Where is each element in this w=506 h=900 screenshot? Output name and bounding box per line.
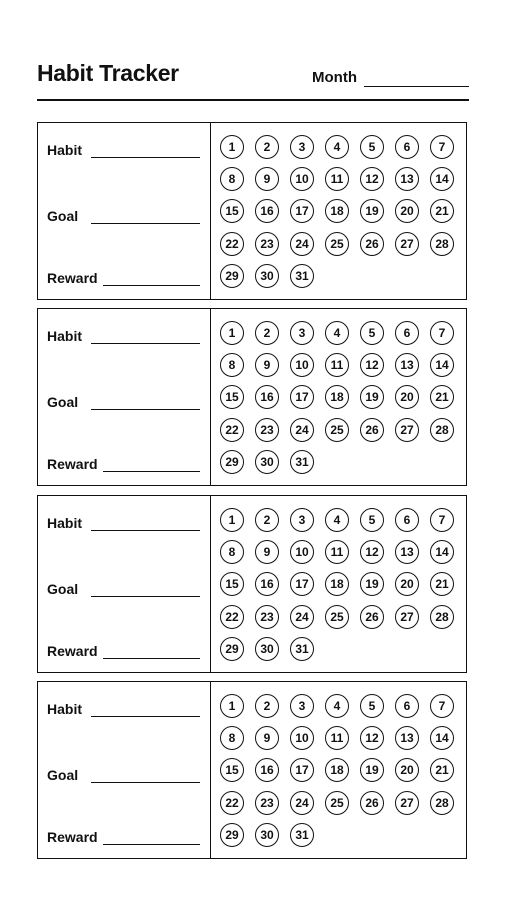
day-circle[interactable]: 6 bbox=[395, 508, 419, 532]
habit-card-fields bbox=[38, 309, 211, 485]
reward-write-line[interactable] bbox=[103, 658, 200, 659]
day-circle[interactable]: 25 bbox=[325, 791, 349, 815]
day-circle[interactable]: 2 bbox=[255, 321, 279, 345]
day-circle[interactable]: 17 bbox=[290, 199, 314, 223]
day-circle[interactable]: 26 bbox=[360, 791, 384, 815]
day-circle[interactable]: 17 bbox=[290, 385, 314, 409]
day-circle[interactable]: 14 bbox=[430, 540, 454, 564]
day-circle[interactable]: 20 bbox=[395, 758, 419, 782]
day-circle[interactable]: 24 bbox=[290, 605, 314, 629]
day-circle[interactable]: 20 bbox=[395, 385, 419, 409]
habit-card bbox=[37, 122, 467, 300]
day-circle[interactable]: 2 bbox=[255, 135, 279, 159]
day-circle[interactable]: 12 bbox=[360, 167, 384, 191]
day-circle[interactable]: 6 bbox=[395, 694, 419, 718]
day-circle[interactable]: 28 bbox=[430, 418, 454, 442]
goal-label: Goal bbox=[47, 394, 79, 410]
day-circle[interactable]: 30 bbox=[255, 637, 279, 661]
day-circle[interactable]: 19 bbox=[360, 199, 384, 223]
habit-write-line[interactable] bbox=[91, 716, 200, 717]
day-circle[interactable]: 29 bbox=[220, 823, 244, 847]
day-circle[interactable]: 30 bbox=[255, 823, 279, 847]
day-circle[interactable]: 10 bbox=[290, 726, 314, 750]
day-circle[interactable]: 4 bbox=[325, 508, 349, 532]
day-circle[interactable]: 24 bbox=[290, 791, 314, 815]
day-circle[interactable]: 17 bbox=[290, 572, 314, 596]
day-circle[interactable]: 9 bbox=[255, 167, 279, 191]
day-circle[interactable]: 15 bbox=[220, 572, 244, 596]
day-circle[interactable]: 6 bbox=[395, 321, 419, 345]
day-grid bbox=[220, 694, 460, 854]
reward-write-line[interactable] bbox=[103, 844, 200, 845]
day-circle[interactable]: 28 bbox=[430, 605, 454, 629]
day-circle[interactable]: 7 bbox=[430, 694, 454, 718]
day-circle[interactable]: 16 bbox=[255, 758, 279, 782]
reward-label: Reward bbox=[47, 456, 98, 472]
day-circle[interactable]: 1 bbox=[220, 694, 244, 718]
day-circle[interactable]: 9 bbox=[255, 540, 279, 564]
day-circle[interactable]: 7 bbox=[430, 508, 454, 532]
day-circle[interactable]: 4 bbox=[325, 321, 349, 345]
day-circle[interactable]: 16 bbox=[255, 572, 279, 596]
habit-card-fields bbox=[38, 496, 211, 672]
day-circle[interactable]: 13 bbox=[395, 726, 419, 750]
day-circle[interactable]: 2 bbox=[255, 694, 279, 718]
day-circle[interactable]: 13 bbox=[395, 353, 419, 377]
day-circle[interactable]: 26 bbox=[360, 232, 384, 256]
goal-label: Goal bbox=[47, 581, 79, 597]
day-circle[interactable]: 23 bbox=[255, 232, 279, 256]
day-circle[interactable]: 30 bbox=[255, 450, 279, 474]
day-circle[interactable]: 25 bbox=[325, 418, 349, 442]
day-circle[interactable]: 11 bbox=[325, 726, 349, 750]
habit-label: Habit bbox=[47, 328, 82, 344]
day-circle[interactable]: 9 bbox=[255, 353, 279, 377]
day-circle[interactable]: 23 bbox=[255, 791, 279, 815]
day-circle[interactable]: 3 bbox=[290, 135, 314, 159]
month-label: Month bbox=[312, 69, 357, 86]
habit-card-fields bbox=[38, 123, 211, 299]
day-circle[interactable]: 29 bbox=[220, 637, 244, 661]
day-circle[interactable]: 24 bbox=[290, 418, 314, 442]
day-circle[interactable]: 13 bbox=[395, 167, 419, 191]
habit-write-line[interactable] bbox=[91, 343, 200, 344]
day-circle[interactable]: 3 bbox=[290, 508, 314, 532]
day-circle[interactable]: 9 bbox=[255, 726, 279, 750]
habit-label: Habit bbox=[47, 515, 82, 531]
day-circle[interactable]: 21 bbox=[430, 385, 454, 409]
day-circle[interactable]: 16 bbox=[255, 199, 279, 223]
day-circle[interactable]: 25 bbox=[325, 232, 349, 256]
goal-write-line[interactable] bbox=[91, 596, 200, 597]
reward-label: Reward bbox=[47, 643, 98, 659]
goal-write-line[interactable] bbox=[91, 409, 200, 410]
day-circle[interactable]: 8 bbox=[220, 726, 244, 750]
habit-card bbox=[37, 308, 467, 486]
day-circle[interactable]: 29 bbox=[220, 264, 244, 288]
day-circle[interactable]: 27 bbox=[395, 232, 419, 256]
habit-card-fields bbox=[38, 682, 211, 858]
day-circle[interactable]: 21 bbox=[430, 199, 454, 223]
day-circle[interactable]: 31 bbox=[290, 823, 314, 847]
day-circle[interactable]: 18 bbox=[325, 385, 349, 409]
day-circle[interactable]: 23 bbox=[255, 605, 279, 629]
day-circle[interactable]: 26 bbox=[360, 418, 384, 442]
day-circle[interactable]: 15 bbox=[220, 199, 244, 223]
day-circle[interactable]: 5 bbox=[360, 508, 384, 532]
day-circle[interactable]: 17 bbox=[290, 758, 314, 782]
day-circle[interactable]: 5 bbox=[360, 321, 384, 345]
day-circle[interactable]: 19 bbox=[360, 385, 384, 409]
day-circle[interactable]: 20 bbox=[395, 572, 419, 596]
habit-card bbox=[37, 681, 467, 859]
reward-write-line[interactable] bbox=[103, 471, 200, 472]
day-circle[interactable]: 18 bbox=[325, 758, 349, 782]
habit-label: Habit bbox=[47, 701, 82, 717]
day-circle[interactable]: 6 bbox=[395, 135, 419, 159]
day-circle[interactable]: 4 bbox=[325, 694, 349, 718]
goal-label: Goal bbox=[47, 208, 79, 224]
goal-write-line[interactable] bbox=[91, 223, 200, 224]
day-circle[interactable]: 24 bbox=[290, 232, 314, 256]
day-circle[interactable]: 12 bbox=[360, 353, 384, 377]
day-circle[interactable]: 22 bbox=[220, 232, 244, 256]
day-circle[interactable]: 13 bbox=[395, 540, 419, 564]
day-circle[interactable]: 31 bbox=[290, 264, 314, 288]
day-circle[interactable]: 22 bbox=[220, 418, 244, 442]
day-grid bbox=[220, 321, 460, 481]
day-circle[interactable]: 18 bbox=[325, 572, 349, 596]
reward-label: Reward bbox=[47, 270, 98, 286]
day-circle[interactable]: 5 bbox=[360, 694, 384, 718]
reward-label: Reward bbox=[47, 829, 98, 845]
day-circle[interactable]: 1 bbox=[220, 321, 244, 345]
goal-label: Goal bbox=[47, 767, 79, 783]
day-circle[interactable]: 8 bbox=[220, 353, 244, 377]
day-circle[interactable]: 12 bbox=[360, 540, 384, 564]
day-circle[interactable]: 30 bbox=[255, 264, 279, 288]
day-circle[interactable]: 14 bbox=[430, 726, 454, 750]
day-circle[interactable]: 8 bbox=[220, 540, 244, 564]
page-title: Habit Tracker bbox=[37, 60, 179, 86]
day-circle[interactable]: 8 bbox=[220, 167, 244, 191]
day-circle[interactable]: 10 bbox=[290, 353, 314, 377]
day-circle[interactable]: 5 bbox=[360, 135, 384, 159]
habit-label: Habit bbox=[47, 142, 82, 158]
day-circle[interactable]: 27 bbox=[395, 418, 419, 442]
day-circle[interactable]: 28 bbox=[430, 791, 454, 815]
day-circle[interactable]: 1 bbox=[220, 135, 244, 159]
day-circle[interactable]: 25 bbox=[325, 605, 349, 629]
day-grid bbox=[220, 135, 460, 295]
day-circle[interactable]: 4 bbox=[325, 135, 349, 159]
day-circle[interactable]: 31 bbox=[290, 637, 314, 661]
day-circle[interactable]: 1 bbox=[220, 508, 244, 532]
habit-write-line[interactable] bbox=[91, 157, 200, 158]
day-circle[interactable]: 20 bbox=[395, 199, 419, 223]
day-circle[interactable]: 29 bbox=[220, 450, 244, 474]
day-circle[interactable]: 19 bbox=[360, 572, 384, 596]
day-circle[interactable]: 7 bbox=[430, 321, 454, 345]
day-circle[interactable]: 22 bbox=[220, 605, 244, 629]
day-circle[interactable]: 19 bbox=[360, 758, 384, 782]
day-circle[interactable]: 14 bbox=[430, 167, 454, 191]
page-header bbox=[37, 60, 469, 101]
day-circle[interactable]: 21 bbox=[430, 758, 454, 782]
header-rule bbox=[37, 99, 469, 101]
day-circle[interactable]: 21 bbox=[430, 572, 454, 596]
day-circle[interactable]: 27 bbox=[395, 791, 419, 815]
day-circle[interactable]: 16 bbox=[255, 385, 279, 409]
day-circle[interactable]: 31 bbox=[290, 450, 314, 474]
day-circle[interactable]: 18 bbox=[325, 199, 349, 223]
day-circle[interactable]: 12 bbox=[360, 726, 384, 750]
day-circle[interactable]: 11 bbox=[325, 167, 349, 191]
day-circle[interactable]: 15 bbox=[220, 758, 244, 782]
day-circle[interactable]: 27 bbox=[395, 605, 419, 629]
day-circle[interactable]: 3 bbox=[290, 694, 314, 718]
day-circle[interactable]: 15 bbox=[220, 385, 244, 409]
day-circle[interactable]: 23 bbox=[255, 418, 279, 442]
month-line[interactable] bbox=[364, 86, 469, 87]
day-circle[interactable]: 22 bbox=[220, 791, 244, 815]
day-circle[interactable]: 14 bbox=[430, 353, 454, 377]
day-grid bbox=[220, 508, 460, 668]
habit-card bbox=[37, 495, 467, 673]
day-circle[interactable]: 10 bbox=[290, 167, 314, 191]
reward-write-line[interactable] bbox=[103, 285, 200, 286]
day-circle[interactable]: 28 bbox=[430, 232, 454, 256]
day-circle[interactable]: 10 bbox=[290, 540, 314, 564]
day-circle[interactable]: 11 bbox=[325, 540, 349, 564]
day-circle[interactable]: 26 bbox=[360, 605, 384, 629]
habit-write-line[interactable] bbox=[91, 530, 200, 531]
day-circle[interactable]: 2 bbox=[255, 508, 279, 532]
day-circle[interactable]: 11 bbox=[325, 353, 349, 377]
goal-write-line[interactable] bbox=[91, 782, 200, 783]
day-circle[interactable]: 3 bbox=[290, 321, 314, 345]
day-circle[interactable]: 7 bbox=[430, 135, 454, 159]
